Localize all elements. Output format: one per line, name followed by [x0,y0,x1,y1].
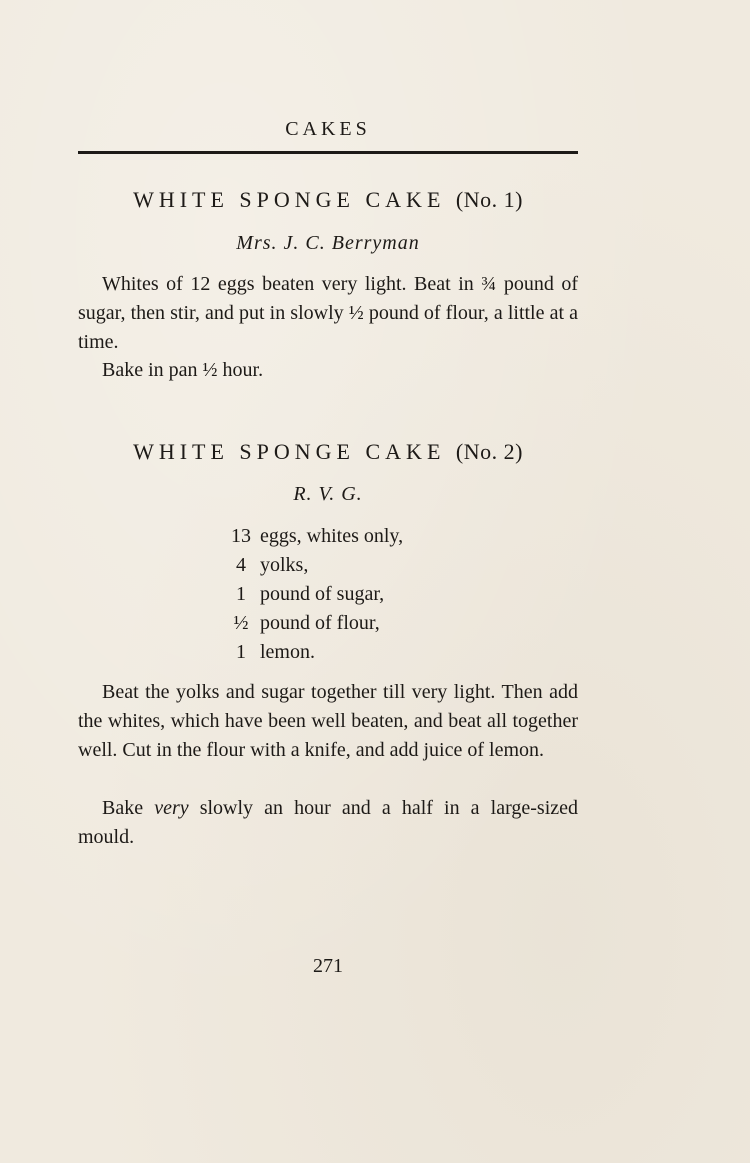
recipe2-paragraph-1: Beat the yolks and sugar together till very light. Then add the whites, which have been well beaten, and beat all together well. Cut in the flour with a knife, and add juice of lemon. [78,681,578,761]
ingredient-row [222,551,542,580]
ingredient-row [222,609,542,638]
recipe2-title-number: (No. 2) [455,439,523,464]
recipe2-title [78,438,578,466]
recipe1-paragraph-2: Bake in pan ½ hour. [102,359,264,381]
ingredient-row [222,638,542,667]
ingredient-text: pound of flour, [260,612,380,634]
recipe1-author: Mrs. J. C. Berryman [236,232,420,254]
recipe1-title [78,186,578,214]
ingredient-list [222,522,542,667]
recipe1-title-number: (No. 1) [455,187,523,212]
recipe2-paragraph-2-end: slowly an hour and a half in a large-sized mould. [78,797,579,848]
ingredient-quantity: ½ [233,612,249,634]
ingredient-quantity: 13 [231,525,251,547]
recipe2-author: R. V. G. [293,483,363,505]
header-rule [78,151,578,154]
recipe2-paragraph-2 [78,794,578,852]
ingredient-text: eggs, whites only, [260,525,404,547]
ingredient-quantity: 4 [236,554,246,576]
ingredient-quantity: 1 [236,583,246,605]
ingredient-quantity: 1 [236,641,246,663]
ingredient-text: pound of sugar, [260,583,385,605]
recipe2-emphasis: very [154,797,189,819]
page-number: 271 [313,955,343,977]
ingredient-row [222,522,542,551]
recipe2-paragraph-2-start: Bake [102,797,155,819]
running-head: CAKES [285,118,371,140]
ingredient-text: yolks, [260,554,309,576]
ingredient-text: lemon. [260,641,315,663]
recipe1-title-main: WHITE SPONGE CAKE [133,187,446,212]
recipe1-paragraph-1: Whites of 12 eggs beaten very light. Beat in ¾ pound of sugar, then stir, and put in slowly ½ pound of flour, a little at a time. [78,273,578,353]
ingredient-row [222,580,542,609]
recipe2-title-main: WHITE SPONGE CAKE [133,439,446,464]
